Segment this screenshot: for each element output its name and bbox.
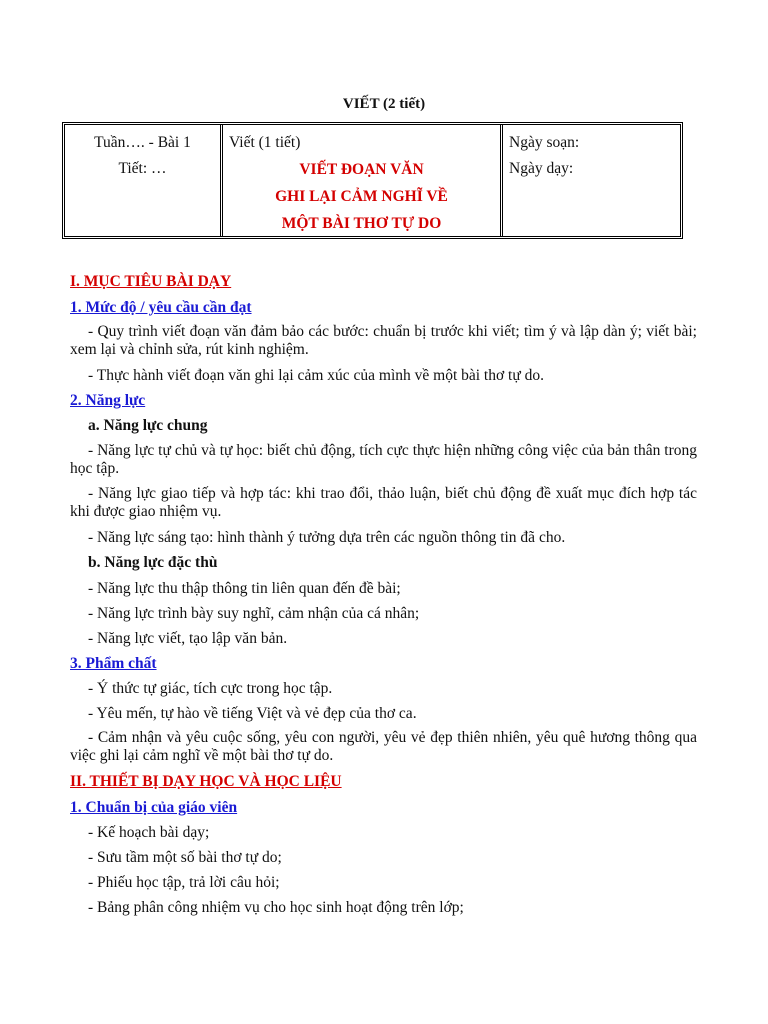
lesson-type-label: Viết (1 tiết) [229, 134, 301, 151]
paragraph: - Quy trình viết đoạn văn đảm bảo các bước: chuẩn bị trước khi viết; tìm ý và lập dàn ý; viết bài; xem lại và chỉnh sửa, rút kinh nghiệm. [70, 323, 697, 358]
lesson-name-line: MỘT BÀI THƠ TỰ DO [281, 215, 442, 232]
subsection-heading: 3. Phẩm chất [70, 655, 157, 672]
lesson-info-table [62, 122, 683, 239]
paragraph: - Ý thức tự giác, tích cực trong học tập. [88, 680, 333, 697]
section-heading: I. MỤC TIÊU BÀI DẠY [70, 273, 232, 290]
paragraph: - Năng lực thu thập thông tin liên quan đến đề bài; [88, 580, 401, 597]
paragraph: - Năng lực tự chủ và tự học: biết chủ động, tích cực thực hiện những công việc của bản thân trong học tập. [70, 442, 697, 477]
paragraph: - Bảng phân công nhiệm vụ cho học sinh hoạt động trên lớp; [88, 899, 464, 916]
paragraph: - Thực hành viết đoạn văn ghi lại cảm xúc của mình về một bài thơ tự do. [88, 367, 545, 384]
week-lesson-label: Tuần…. - Bài 1 [94, 134, 191, 151]
date-cell [503, 125, 680, 236]
teach-date-label: Ngày dạy: [509, 160, 574, 177]
subsection-heading: 2. Năng lực [70, 392, 146, 409]
subsection-heading: 1. Mức độ / yêu cầu cần đạt [70, 299, 252, 316]
document-body [70, 272, 697, 923]
sub-subsection-heading: a. Năng lực chung [88, 417, 208, 434]
paragraph: - Phiếu học tập, trả lời câu hỏi; [88, 874, 280, 891]
lesson-name-line: GHI LẠI CẢM NGHĨ VỀ [275, 188, 448, 205]
paragraph: - Năng lực trình bày suy nghĩ, cảm nhận của cá nhân; [88, 605, 420, 622]
prepare-date-label: Ngày soạn: [509, 134, 580, 151]
week-cell [65, 125, 223, 236]
paragraph: - Cảm nhận và yêu cuộc sống, yêu con người, yêu vẻ đẹp thiên nhiên, yêu quê hương thông qua việc ghi lại cảm nghĩ về một bài thơ tự do. [70, 729, 697, 764]
subsection-heading: 1. Chuẩn bị của giáo viên [70, 799, 238, 816]
section-heading: II. THIẾT BỊ DẠY HỌC VÀ HỌC LIỆU [70, 773, 342, 790]
paragraph: - Năng lực viết, tạo lập văn bản. [88, 630, 288, 647]
lesson-name-line: VIẾT ĐOẠN VĂN [299, 161, 424, 178]
period-label: Tiết: … [118, 160, 167, 177]
paragraph: - Sưu tầm một số bài thơ tự do; [88, 849, 282, 866]
document-title: VIẾT (2 tiết) [342, 96, 426, 112]
sub-subsection-heading: b. Năng lực đặc thù [88, 554, 218, 571]
paragraph: - Năng lực sáng tạo: hình thành ý tưởng dựa trên các nguồn thông tin đã cho. [88, 529, 566, 546]
paragraph: - Năng lực giao tiếp và hợp tác: khi trao đổi, thảo luận, biết chủ động đề xuất mục đích hợp tác khi được giao nhiệm vụ. [70, 485, 697, 520]
paragraph: - Kế hoạch bài dạy; [88, 824, 210, 841]
lesson-cell [223, 125, 503, 236]
paragraph: - Yêu mến, tự hào về tiếng Việt và vẻ đẹp của thơ ca. [88, 705, 417, 722]
